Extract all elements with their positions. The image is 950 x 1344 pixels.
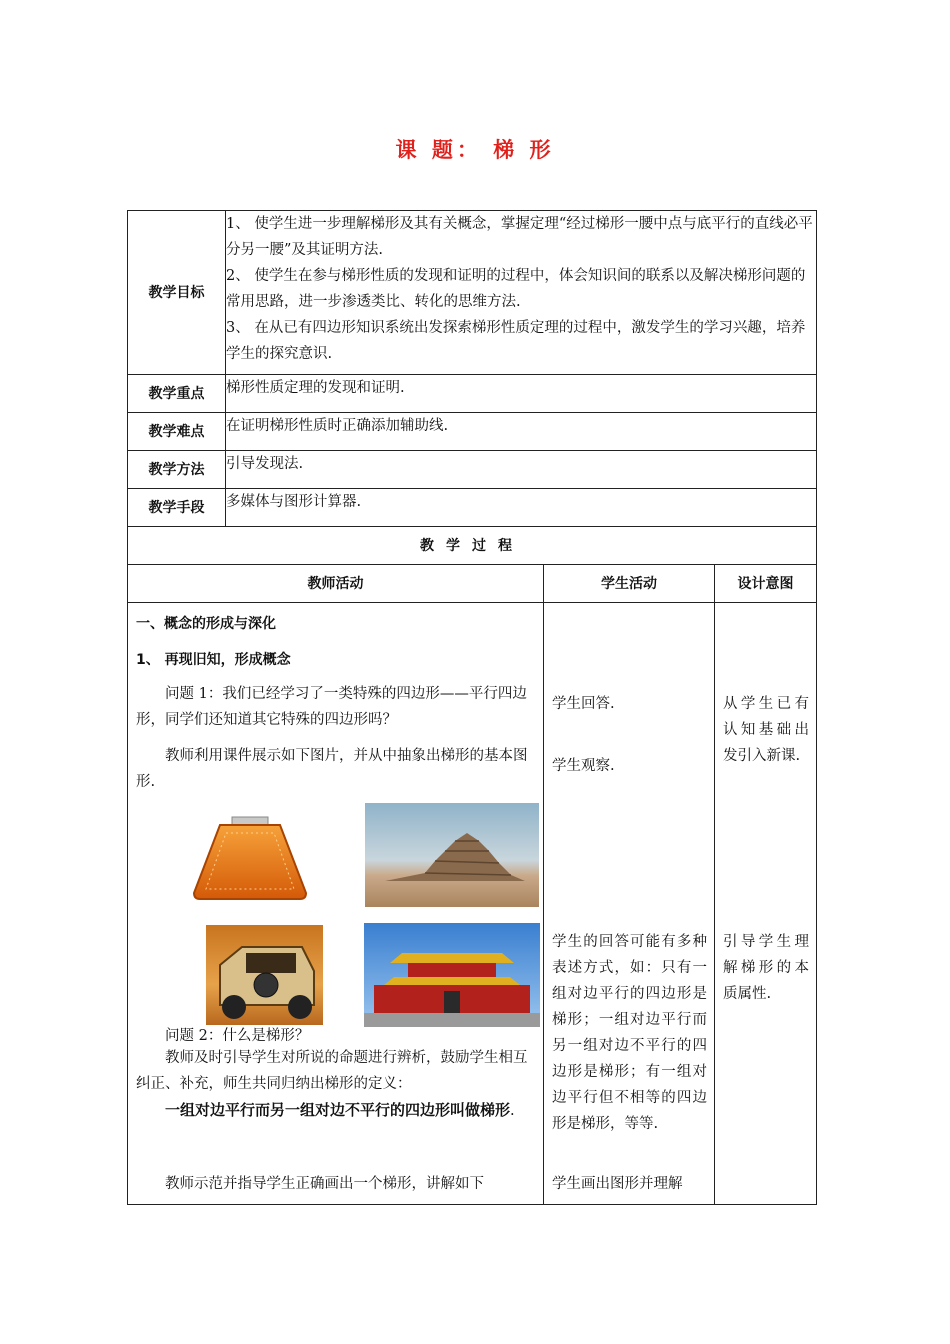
- teacher-activity-header: 教师活动: [128, 565, 544, 603]
- student-activity-cell: [544, 603, 715, 1205]
- difficulty-label: 教学难点: [128, 413, 226, 451]
- process-title-row: [128, 527, 817, 565]
- difficulty-row: [128, 413, 817, 451]
- teacher-activity-cell: [128, 603, 544, 1205]
- student-draw: 学生画出图形并理解: [552, 1176, 683, 1192]
- page-title: 课 题： 梯 形: [395, 138, 555, 162]
- key-point-label: 教学重点: [128, 375, 226, 413]
- process-title: 教学过程: [128, 527, 817, 565]
- key-point-row: [128, 375, 817, 413]
- demo-text: 教师示范并指导学生正确画出一个梯形，讲解如下: [165, 1176, 484, 1192]
- show-text: 教师利用课件展示如下图片，并从中抽象出梯形的基本图形.: [136, 748, 528, 790]
- goals-content: [226, 211, 817, 375]
- reflector-photo: [190, 813, 310, 905]
- gate-photo: [364, 923, 540, 1027]
- goal-item: 2、 使学生在参与梯形性质的发现和证明的过程中，体会知识间的联系以及解决梯形问题的常用思路，进一步渗透类比、转化的思维方法.: [226, 268, 806, 310]
- question-2: 问题 2：什么是梯形？: [165, 1028, 310, 1044]
- process-content-row: [128, 603, 817, 1205]
- method-row: [128, 451, 817, 489]
- student-activity-header: 学生活动: [544, 565, 715, 603]
- tools-row: [128, 489, 817, 527]
- method-label: 教学方法: [128, 451, 226, 489]
- car-icon: [206, 925, 323, 1025]
- lesson-plan-table: [127, 210, 817, 1205]
- student-responses: 学生的回答可能有多种表述方式，如：只有一组对边平行的四边形是梯形；一组对边平行而另一组对边不平行的四边形是梯形；有一组对边平行但不相等的四边形是梯形，等等.: [552, 934, 707, 1132]
- question-1: 问题 1：我们已经学习了一类特殊的四边形——平行四边形，同学们还知道其它特殊的四边形吗？: [136, 686, 527, 728]
- pyramid-icon: [365, 803, 539, 907]
- tools-text: 多媒体与图形计算器.: [226, 489, 817, 527]
- goals-row: [128, 211, 817, 375]
- method-text: 引导发现法.: [226, 451, 817, 489]
- reflector-icon: [190, 813, 310, 905]
- guide-text: 教师及时引导学生对所说的命题进行辨析，鼓励学生相互纠正、补充，师生共同归纳出梯形的定义：: [136, 1050, 528, 1092]
- column-header-row: [128, 565, 817, 603]
- section-heading: 一、概念的形成与深化: [136, 616, 276, 632]
- jeep-photo: [206, 925, 323, 1025]
- tools-label: 教学手段: [128, 489, 226, 527]
- sub-heading: 1、 再现旧知，形成概念: [136, 652, 291, 668]
- key-point-text: 梯形性质定理的发现和证明.: [226, 375, 817, 413]
- student-answer: 学生回答.: [552, 696, 615, 712]
- design-intent-cell: [715, 603, 817, 1205]
- pyramid-photo: [365, 803, 539, 907]
- definition-text: 一组对边平行而另一组对边不平行的四边形叫做梯形: [165, 1101, 511, 1119]
- student-observe: 学生观察.: [552, 758, 615, 774]
- goal-item: 1、 使学生进一步理解梯形及其有关概念，掌握定理“经过梯形一腰中点与底平行的直线必平分另一腰”及其证明方法.: [226, 216, 813, 258]
- definition-end: .: [510, 1103, 515, 1119]
- design-intent-1: 从学生已有认知基础出发引入新课.: [723, 696, 809, 764]
- goals-label: 教学目标: [128, 211, 226, 375]
- design-intent-header: 设计意图: [715, 565, 817, 603]
- difficulty-text: 在证明梯形性质时正确添加辅助线.: [226, 413, 817, 451]
- design-intent-2: 引导学生理解梯形的本质属性.: [723, 934, 809, 1002]
- goal-item: 3、 在从已有四边形知识系统出发探索梯形性质定理的过程中，激发学生的学习兴趣，培养学生的探究意识.: [226, 320, 806, 362]
- definition-block: [136, 1097, 536, 1124]
- gate-icon: [364, 923, 540, 1027]
